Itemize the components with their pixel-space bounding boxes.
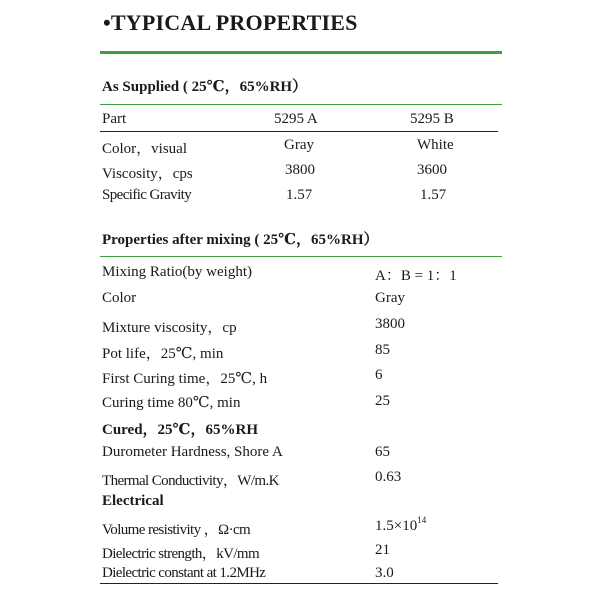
table-row-part-b: 3600	[417, 162, 447, 178]
property-label: Dielectric constant at 1.2MHz	[102, 565, 266, 581]
property-label: First Curing time，25℃, h	[102, 371, 268, 387]
property-label: Dielectric strength，kV/mm	[102, 546, 260, 562]
as-supplied-rule	[100, 104, 502, 105]
property-value: 0.63	[375, 469, 402, 485]
as-supplied-header-rule	[100, 131, 498, 132]
property-label: Mixture viscosity，cp	[102, 320, 237, 336]
property-value: Gray	[375, 290, 405, 306]
resistivity-mantissa: 1.5×10	[375, 518, 418, 534]
property-label: Mixing Ratio(by weight)	[102, 264, 252, 280]
property-value: 25	[375, 393, 390, 409]
property-value: 3800	[375, 316, 405, 332]
page-title: •TYPICAL PROPERTIES	[103, 10, 358, 35]
as-supplied-heading: As Supplied ( 25℃，65%RH）	[102, 79, 308, 95]
table-header-label: Part	[102, 111, 127, 127]
table-row-part-a: Gray	[284, 137, 314, 153]
table-row-part-a: 1.57	[286, 187, 313, 203]
table-row-label: Color，visual	[102, 141, 187, 157]
property-value: 85	[375, 342, 390, 358]
bottom-rule	[100, 583, 498, 584]
table-header-part-a: 5295 A	[274, 111, 318, 127]
resistivity-exponent: 14	[417, 515, 427, 525]
title-underline	[100, 51, 502, 54]
property-label: Curing time 80℃, min	[102, 395, 241, 411]
table-header-part-b: 5295 B	[410, 111, 454, 127]
property-label: Durometer Hardness, Shore A	[102, 444, 283, 460]
table-row-label: Specific Gravity	[102, 187, 192, 203]
property-label: Volume resistivity ，Ω·cm	[102, 522, 251, 538]
table-row-label: Viscosity，cps	[102, 166, 193, 182]
property-value: 3.0	[375, 565, 394, 581]
property-label: Thermal Conductivity，W/m.K	[102, 473, 279, 489]
property-label: Color	[102, 290, 137, 306]
table-row-part-b: White	[417, 137, 454, 153]
property-value: 65	[375, 444, 390, 460]
property-value: 21	[375, 542, 390, 558]
property-value: 6	[375, 367, 383, 383]
cured-heading: Cured，25℃，65%RH	[102, 422, 259, 438]
table-row-part-b: 1.57	[420, 187, 447, 203]
property-label: Pot life，25℃, min	[102, 346, 224, 362]
property-value: A：B = 1：1	[375, 268, 457, 284]
after-mixing-heading: Properties after mixing ( 25℃，65%RH）	[102, 232, 379, 248]
after-mixing-rule	[100, 256, 502, 257]
electrical-heading: Electrical	[102, 493, 164, 509]
table-row-part-a: 3800	[285, 162, 315, 178]
property-value	[375, 515, 427, 535]
